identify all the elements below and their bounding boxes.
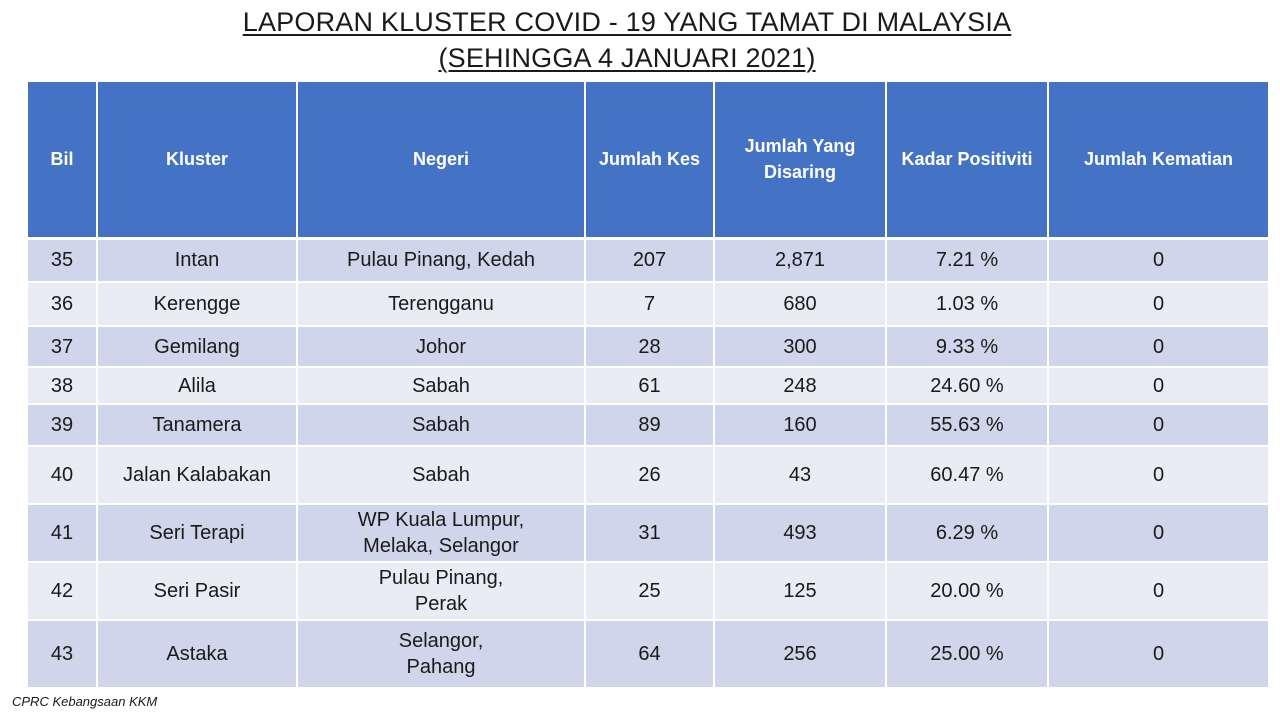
cell-bil: 43 <box>27 620 97 688</box>
cell-jumlah-disaring: 248 <box>714 367 886 404</box>
cell-jumlah-kematian: 0 <box>1048 326 1269 367</box>
cell-jumlah-kematian: 0 <box>1048 562 1269 620</box>
table-row <box>27 367 1269 404</box>
table-row <box>27 504 1269 562</box>
cell-negeri: Sabah <box>297 404 585 446</box>
cell-jumlah-kes: 28 <box>585 326 714 367</box>
cell-bil: 39 <box>27 404 97 446</box>
header-jumlah-kematian: Jumlah Kematian <box>1048 81 1269 238</box>
cell-kadar-positiviti: 24.60 % <box>886 367 1048 404</box>
table-row <box>27 326 1269 367</box>
cell-negeri <box>297 620 585 688</box>
cell-negeri: Sabah <box>297 367 585 404</box>
cell-kadar-positiviti: 6.29 % <box>886 504 1048 562</box>
cell-jumlah-disaring: 300 <box>714 326 886 367</box>
cell-kadar-positiviti: 7.21 % <box>886 238 1048 282</box>
cell-jumlah-kematian: 0 <box>1048 446 1269 504</box>
cell-jumlah-kematian: 0 <box>1048 504 1269 562</box>
cell-kluster: Jalan Kalabakan <box>97 446 297 504</box>
header-jumlah-kes: Jumlah Kes <box>585 81 714 238</box>
cell-kluster: Astaka <box>97 620 297 688</box>
cell-negeri <box>297 504 585 562</box>
cluster-table <box>26 80 1270 689</box>
header-negeri: Negeri <box>297 81 585 238</box>
cell-bil: 37 <box>27 326 97 367</box>
cell-kluster: Seri Terapi <box>97 504 297 562</box>
cell-negeri-line2: Melaka, Selangor <box>363 535 519 557</box>
cell-jumlah-kes: 89 <box>585 404 714 446</box>
cell-kluster: Kerengge <box>97 282 297 326</box>
cell-jumlah-disaring: 680 <box>714 282 886 326</box>
table-header-row <box>27 81 1269 238</box>
cell-bil: 38 <box>27 367 97 404</box>
cell-negeri: Terengganu <box>297 282 585 326</box>
cell-kadar-positiviti: 55.63 % <box>886 404 1048 446</box>
cell-jumlah-disaring: 43 <box>714 446 886 504</box>
source-footer: CPRC Kebangsaan KKM <box>12 694 158 709</box>
report-title <box>0 6 1254 38</box>
cell-bil: 42 <box>27 562 97 620</box>
cell-kadar-positiviti: 60.47 % <box>886 446 1048 504</box>
header-bil: Bil <box>27 81 97 238</box>
table-row <box>27 238 1269 282</box>
cell-jumlah-kematian: 0 <box>1048 620 1269 688</box>
cell-jumlah-kes: 25 <box>585 562 714 620</box>
cell-kadar-positiviti: 9.33 % <box>886 326 1048 367</box>
table-row <box>27 446 1269 504</box>
cell-jumlah-disaring: 125 <box>714 562 886 620</box>
cell-bil: 36 <box>27 282 97 326</box>
cell-kluster: Seri Pasir <box>97 562 297 620</box>
header-jumlah-disaring-line2: Disaring <box>763 162 837 183</box>
table-row <box>27 562 1269 620</box>
cell-bil: 40 <box>27 446 97 504</box>
cell-negeri-line1: WP Kuala Lumpur, <box>357 509 525 531</box>
report-subtitle <box>0 42 1254 74</box>
cell-jumlah-disaring: 493 <box>714 504 886 562</box>
header-jumlah-disaring <box>714 81 886 238</box>
header-kluster: Kluster <box>97 81 297 238</box>
cell-kluster: Intan <box>97 238 297 282</box>
cell-negeri: Johor <box>297 326 585 367</box>
cell-jumlah-kes: 7 <box>585 282 714 326</box>
cell-jumlah-kes: 64 <box>585 620 714 688</box>
cell-jumlah-kematian: 0 <box>1048 282 1269 326</box>
cell-negeri: Pulau Pinang, Kedah <box>297 238 585 282</box>
header-kadar-positiviti: Kadar Positiviti <box>886 81 1048 238</box>
cell-negeri: Sabah <box>297 446 585 504</box>
cell-jumlah-kematian: 0 <box>1048 367 1269 404</box>
cell-jumlah-kes: 26 <box>585 446 714 504</box>
report-subtitle-text: (SEHINGGA 4 JANUARI 2021) <box>438 43 816 73</box>
report-title-text: LAPORAN KLUSTER COVID - 19 YANG TAMAT DI MALAYSIA <box>242 7 1012 37</box>
cell-jumlah-kematian: 0 <box>1048 238 1269 282</box>
table-row <box>27 282 1269 326</box>
cell-negeri <box>297 562 585 620</box>
cell-negeri-line1: Pulau Pinang, <box>378 567 504 589</box>
cell-jumlah-kes: 61 <box>585 367 714 404</box>
cell-jumlah-disaring: 2,871 <box>714 238 886 282</box>
cell-jumlah-kes: 207 <box>585 238 714 282</box>
cell-kadar-positiviti: 20.00 % <box>886 562 1048 620</box>
cell-jumlah-kematian: 0 <box>1048 404 1269 446</box>
cell-negeri-line2: Perak <box>414 593 468 615</box>
cell-kluster: Gemilang <box>97 326 297 367</box>
header-jumlah-disaring-line1: Jumlah Yang <box>744 136 856 157</box>
cell-kadar-positiviti: 25.00 % <box>886 620 1048 688</box>
cell-kadar-positiviti: 1.03 % <box>886 282 1048 326</box>
cell-bil: 35 <box>27 238 97 282</box>
cell-jumlah-kes: 31 <box>585 504 714 562</box>
cell-bil: 41 <box>27 504 97 562</box>
cell-jumlah-disaring: 256 <box>714 620 886 688</box>
cell-kluster: Tanamera <box>97 404 297 446</box>
cell-negeri-line1: Selangor, <box>398 630 484 652</box>
table-row <box>27 404 1269 446</box>
cell-jumlah-disaring: 160 <box>714 404 886 446</box>
cell-negeri-line2: Pahang <box>406 656 476 678</box>
cell-kluster: Alila <box>97 367 297 404</box>
table-row <box>27 620 1269 688</box>
